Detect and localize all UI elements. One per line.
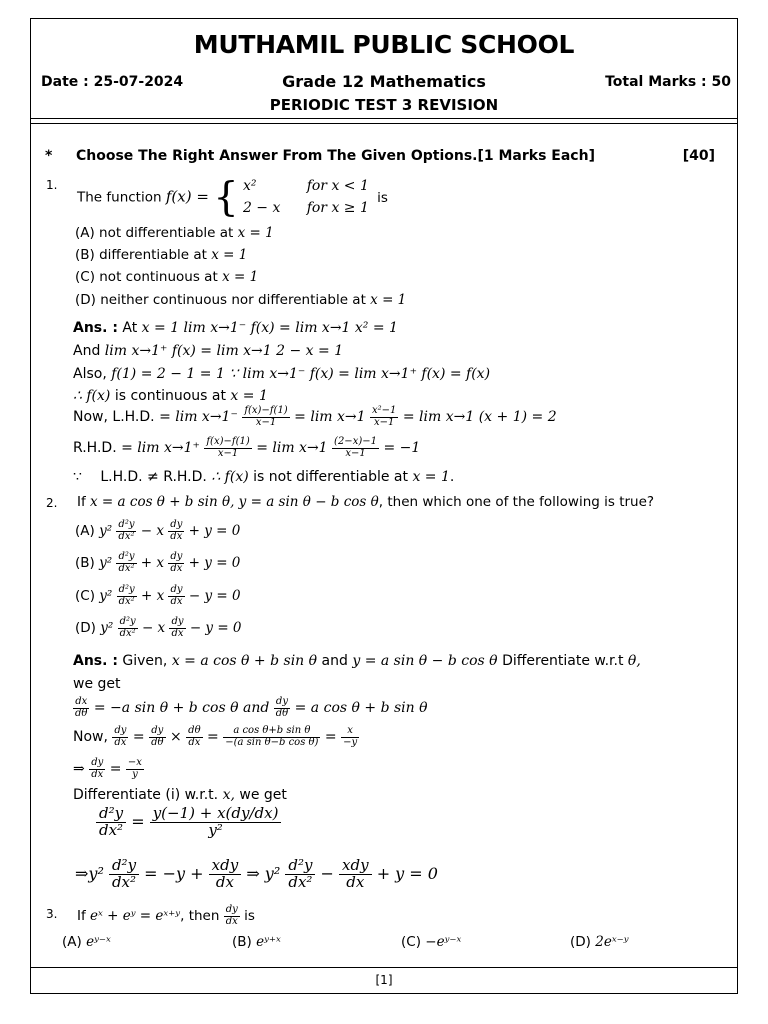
q2-final-f3-num: d²y — [285, 858, 315, 875]
q2-final-f1-num: d²y — [109, 858, 139, 875]
q2-now-f4-den: −(a sin θ−b cos θ) — [225, 736, 319, 748]
q3-option-d — [570, 934, 629, 950]
q2-final-f4-num: xdy — [339, 858, 372, 875]
q2-option-c-label: (C) — [75, 588, 95, 604]
q2-c-d2-num: d²y — [118, 584, 135, 595]
q1-rhd-fraction-1 — [204, 437, 251, 459]
q1-stem — [77, 176, 388, 219]
section-instruction: Choose The Right Answer From The Given Options.[1 Marks Each] — [76, 148, 595, 164]
q2-option-c-end: − y = 0 — [188, 588, 241, 604]
q2-answer-line6 — [73, 787, 287, 804]
q1-lhd-limit-2: = lim x→1 — [294, 409, 366, 425]
q2-now-eq2: = — [207, 729, 219, 745]
q3-stem-text: If — [77, 908, 86, 924]
q2-answer-line3 — [73, 697, 428, 719]
q2-option-a-d1 — [168, 520, 184, 542]
q1-brace: { — [213, 174, 239, 221]
q2-now-f2-num: dy — [149, 726, 165, 738]
q2-now-f2 — [149, 726, 165, 748]
q3-option-c-label: (C) — [401, 934, 421, 950]
q2-option-a-label: (A) — [75, 523, 95, 539]
q2-option-a-d2 — [116, 520, 136, 542]
q2-option-b-label: (B) — [75, 555, 95, 571]
q2-stem-end: , then which one of the following is true? — [378, 494, 655, 510]
q2-result-f2-num: −x — [127, 757, 142, 768]
q3-option-a-label: (A) — [62, 934, 82, 950]
q2-number: 2. — [46, 496, 58, 510]
exam-date: Date : 25-07-2024 — [41, 74, 184, 90]
q2-dy-dtheta — [274, 697, 290, 719]
q2-second-eq: = — [131, 811, 145, 831]
q1-piece1-cond: for x < 1 — [306, 178, 369, 194]
q2-answer-line1 — [73, 653, 641, 670]
q1-answer-line4-math: ∴ f(x) — [73, 388, 111, 404]
q1-answer-line1-math: x = 1 lim x→1⁻ f(x) = lim x→1 x² = 1 — [141, 320, 398, 336]
q2-final-end: + y = 0 — [376, 863, 438, 883]
q1-stem-text: The function — [77, 189, 162, 206]
q2-option-a-end: + y = 0 — [188, 523, 241, 539]
q2-second-rhs-num: y(−1) + x(dy/dx) — [150, 806, 282, 823]
q2-final-f3 — [285, 858, 315, 891]
q1-rhd-text: R.H.D. — [73, 440, 117, 456]
q2-final-f1 — [109, 858, 139, 891]
q1-answer-line2 — [73, 343, 343, 360]
q1-stem-lhs: f(x) = — [165, 187, 209, 206]
q2-stem-text: If — [77, 494, 86, 510]
q1-because-symbol: ∵ — [73, 469, 82, 485]
q2-b-d1-den: dx — [170, 562, 183, 574]
q2-now-f5-num: x — [341, 726, 359, 738]
q1-lhd-fraction-2 — [370, 406, 398, 428]
q1-rhd-fraction-2 — [332, 437, 379, 459]
q1-option-c-label: (C) not continuous at — [75, 269, 218, 285]
footer-divider — [30, 967, 738, 968]
q2-option-c — [75, 585, 241, 607]
q2-option-b-end: + y = 0 — [188, 555, 241, 571]
q1-answer-lhd — [73, 406, 557, 428]
q2-option-b — [75, 552, 240, 574]
q2-now-f1 — [112, 726, 128, 748]
q2-final-f1-den: dx² — [111, 872, 137, 891]
q1-number: 1. — [46, 178, 58, 192]
q2-now-f5 — [341, 726, 359, 748]
q1-rhd-result: = −1 — [383, 440, 421, 456]
q1-answer-label: Ans. : — [73, 320, 118, 336]
q2-now-f2-den: dθ — [151, 736, 164, 748]
q3-option-a — [62, 934, 111, 950]
q3-option-b-label: (B) — [232, 934, 252, 950]
header-divider-top — [30, 118, 738, 119]
q2-answer-line4 — [73, 726, 359, 748]
q1-conclusion-math-2: x = 1 — [412, 469, 450, 485]
q1-piece1-expr: x² — [242, 178, 257, 194]
q3-option-d-math: 2eˣ⁻ʸ — [595, 934, 629, 950]
q1-lhd-f2-den: x−1 — [374, 416, 395, 428]
q2-option-c-d1 — [168, 585, 184, 607]
q1-option-d-label: (D) neither continuous nor differentiable at — [75, 292, 366, 308]
q2-answer-given: Given, — [122, 653, 168, 669]
q2-final-f4 — [339, 858, 372, 891]
q3-stem-fd: dx — [225, 915, 238, 927]
q1-option-b-label: (B) differentiable at — [75, 247, 207, 263]
q3-option-c — [401, 934, 461, 950]
q2-option-d-d1 — [169, 617, 185, 639]
q2-result-f1-num: dy — [91, 757, 104, 768]
q2-option-b-mid: + x — [140, 555, 165, 571]
q2-now-f4 — [223, 726, 320, 748]
q2-answer-line8 — [75, 858, 438, 891]
q1-answer-line4 — [73, 388, 268, 405]
q2-final-f4-den: dx — [346, 872, 365, 891]
q3-stem-derivative — [224, 905, 240, 927]
q2-b-d2-den: dx² — [118, 562, 135, 574]
q2-option-a-pre: y² — [99, 523, 113, 539]
q2-diff-text: Differentiate (i) w.r.t. — [73, 787, 219, 803]
section-marks: [40] — [682, 148, 715, 164]
q1-rhd-f2-num: (2−x)−1 — [334, 436, 377, 447]
q1-lhd-fraction-1 — [242, 406, 289, 428]
q1-answer-line2-text: And — [73, 343, 101, 359]
q1-option-a — [75, 225, 274, 241]
q2-option-b-pre: y² — [99, 555, 113, 571]
q2-b-d1-num: dy — [170, 551, 183, 562]
test-title: PERIODIC TEST 3 REVISION — [269, 96, 499, 114]
q2-final-f2-den: dx — [215, 872, 234, 891]
q2-dx-den: dθ — [75, 707, 88, 719]
q2-answer-line7 — [96, 806, 281, 839]
q1-conclusion-text-2: is not differentiable at — [253, 469, 408, 485]
q2-stem — [77, 494, 654, 510]
q2-final-mid: = −y + — [144, 863, 204, 883]
q2-result-f1-den: dx — [91, 768, 104, 780]
q1-lhd-f2-num: x²−1 — [372, 405, 397, 416]
q2-a-d2-num: d²y — [118, 519, 135, 530]
q2-second-rhs — [150, 806, 282, 839]
q2-d-d2-num: d²y — [119, 616, 136, 627]
q2-now-f3 — [186, 726, 202, 748]
q1-lhd-text: Now, L.H.D. — [73, 409, 155, 425]
q1-rhd-limit: = lim x→1⁺ — [121, 440, 200, 456]
q2-option-b-d2 — [116, 552, 136, 574]
q2-second-den: dx² — [99, 820, 124, 839]
q2-dx-dtheta — [73, 697, 89, 719]
q2-option-d-pre: y² — [100, 620, 114, 636]
q1-rhd-f1-den: x−1 — [217, 447, 239, 459]
q2-answer-and: and — [321, 653, 348, 669]
q1-answer-line4-text: is continuous at — [114, 388, 226, 404]
q1-option-b — [75, 247, 247, 263]
q2-stem-math: x = a cos θ + b sin θ, y = a sin θ − b cos θ — [90, 494, 379, 510]
q2-now-f1-den: dx — [114, 736, 127, 748]
q1-option-d-math: x = 1 — [370, 292, 407, 308]
q2-c-d2-den: dx² — [118, 595, 135, 607]
q1-piecewise-cond — [307, 176, 369, 219]
q2-option-c-d2 — [117, 585, 137, 607]
q2-option-a — [75, 520, 240, 542]
q1-answer-conclusion — [73, 469, 454, 486]
q2-c-d1-den: dx — [170, 595, 183, 607]
q2-b-d2-num: d²y — [118, 551, 135, 562]
q1-answer-rhd — [73, 437, 420, 459]
q2-second-rhs-den: y² — [208, 820, 223, 839]
q2-option-d-mid: − x — [141, 620, 166, 636]
q3-option-a-math: eʸ⁻ˣ — [86, 934, 111, 950]
q1-conclusion-math: ∴ f(x) — [211, 469, 249, 485]
q3-stem-end: is — [244, 908, 255, 924]
q2-final-f2-num: xdy — [209, 858, 242, 875]
q1-rhd-f2-den: x−1 — [345, 447, 366, 459]
q1-rhd-f1-num: f(x)−f(1) — [206, 436, 250, 447]
page-number: [1] — [375, 973, 393, 987]
section-bullet: * — [45, 148, 53, 164]
q2-option-d-label: (D) — [75, 620, 96, 636]
q1-lhd-limit: = lim x→1⁻ — [159, 409, 238, 425]
q2-a-d2-den: dx² — [118, 530, 135, 542]
q2-final-f2 — [209, 858, 242, 891]
q3-number: 3. — [46, 907, 58, 921]
q2-option-d-d2 — [118, 617, 138, 639]
q3-option-d-label: (D) — [570, 934, 591, 950]
q1-option-c — [75, 269, 258, 285]
q2-final-pre: ⇒y² — [75, 863, 104, 883]
q1-answer-line3-math: f(1) = 2 − 1 = 1 ∵ lim x→1⁻ f(x) = lim x→1⁺ f(x) = f(x) — [111, 366, 491, 382]
q2-now-text: Now, — [73, 729, 108, 745]
q2-result-f2 — [126, 758, 144, 780]
q1-answer-line1 — [73, 320, 398, 337]
q1-answer-line3-text: Also, — [73, 366, 107, 382]
q1-answer-line1-text: At — [122, 320, 138, 336]
school-name: MUTHAMIL PUBLIC SCHOOL — [193, 30, 575, 59]
q3-option-b — [232, 934, 281, 950]
q2-second-num: d²y — [96, 806, 126, 823]
q2-answer-theta: θ, — [627, 653, 641, 669]
q3-stem-mid: , then — [180, 908, 220, 924]
q2-now-times: × — [169, 729, 182, 745]
q2-answer-y-eq: y = a sin θ − b cos θ — [352, 653, 498, 669]
q2-now-eq3: = — [324, 729, 337, 745]
q1-conclusion-end: . — [449, 469, 455, 485]
q2-answer-line5 — [73, 758, 144, 780]
q1-piecewise-expr — [243, 176, 280, 219]
q2-dx-num: dx — [73, 697, 89, 709]
q2-answer-label: Ans. : — [73, 653, 118, 669]
q2-option-a-mid: − x — [140, 523, 164, 539]
q2-d-d1-num: dy — [171, 616, 184, 627]
q2-result-eq: = — [109, 761, 122, 777]
q2-dy-expr: = a cos θ + b sin θ — [294, 700, 428, 716]
q2-d-d1-den: dx — [171, 627, 184, 639]
q2-second-derivative — [96, 806, 126, 839]
q2-answer-differentiate: Differentiate w.r.t — [502, 653, 624, 669]
q3-stem-fn: dy — [225, 904, 238, 915]
q1-option-d — [75, 292, 406, 308]
q2-option-d-end: − y = 0 — [189, 620, 242, 636]
q2-now-f1-num: dy — [114, 725, 127, 736]
q2-dy-den: dθ — [275, 707, 289, 719]
q3-option-b-math: eʸ⁺ˣ — [256, 934, 281, 950]
q2-dx-expr: = −a sin θ + b cos θ and — [93, 700, 270, 716]
q2-d-d2-den: dx² — [119, 627, 136, 639]
q2-result-f1 — [89, 758, 105, 780]
q2-a-d1-den: dx — [170, 530, 183, 542]
q2-diff-text-2: we get — [239, 787, 287, 803]
q1-lhd-f1-den: x−1 — [255, 416, 277, 428]
total-marks: Total Marks : 50 — [605, 74, 731, 90]
q1-piece2-expr: 2 − x — [242, 199, 281, 216]
q2-now-f3-den: dx — [188, 736, 201, 748]
q1-rhd-limit-2: = lim x→1 — [256, 440, 328, 456]
q2-c-d1-num: dy — [170, 584, 183, 595]
header-divider-bottom — [30, 123, 738, 124]
q2-option-c-pre: y² — [99, 588, 113, 604]
q2-final-arrow: ⇒ y² — [246, 863, 281, 883]
q1-option-b-math: x = 1 — [211, 247, 248, 263]
q2-diff-var: x, — [222, 787, 235, 803]
q2-implies-arrow: ⇒ — [73, 761, 85, 777]
q1-piece2-cond: for x ≥ 1 — [306, 199, 369, 216]
q1-option-a-label: (A) not differentiable at — [75, 225, 234, 241]
q2-final-minus: − — [320, 863, 334, 883]
q1-answer-line2-math: lim x→1⁺ f(x) = lim x→1 2 − x = 1 — [104, 343, 344, 359]
q2-final-f3-den: dx² — [288, 872, 313, 891]
q1-conclusion-text: L.H.D. ≠ R.H.D. — [100, 469, 207, 485]
q3-stem-math: eˣ + eʸ = eˣ⁺ʸ — [90, 908, 181, 924]
q3-option-c-math: −eʸ⁻ˣ — [425, 934, 462, 950]
q2-a-d1-num: dy — [170, 519, 183, 530]
q1-answer-line4-math2: x = 1 — [230, 388, 268, 404]
q2-result-f2-den: y — [132, 768, 138, 780]
q2-now-f5-den: −y — [343, 736, 358, 748]
q2-now-f4-num: a cos θ+b sin θ — [223, 726, 320, 738]
q1-answer-line3 — [73, 366, 490, 383]
grade-subject: Grade 12 Mathematics — [282, 72, 486, 91]
q2-option-d — [75, 617, 242, 639]
q1-stem-end: is — [377, 189, 388, 206]
q2-now-eq1: = — [132, 729, 145, 745]
q1-option-a-math: x = 1 — [237, 225, 274, 241]
q2-answer-line2: we get — [73, 676, 121, 692]
q2-option-b-d1 — [168, 552, 184, 574]
q2-now-f3-num: dθ — [188, 725, 201, 736]
q1-lhd-f1-num: f(x)−f(1) — [244, 405, 288, 416]
q2-answer-x-eq: x = a cos θ + b sin θ — [171, 653, 318, 669]
q3-stem — [77, 905, 255, 927]
q1-lhd-result: = lim x→1 (x + 1) = 2 — [402, 409, 557, 425]
q1-option-c-math: x = 1 — [222, 269, 259, 285]
q2-option-c-mid: + x — [140, 588, 165, 604]
q2-dy-num: dy — [274, 697, 290, 709]
